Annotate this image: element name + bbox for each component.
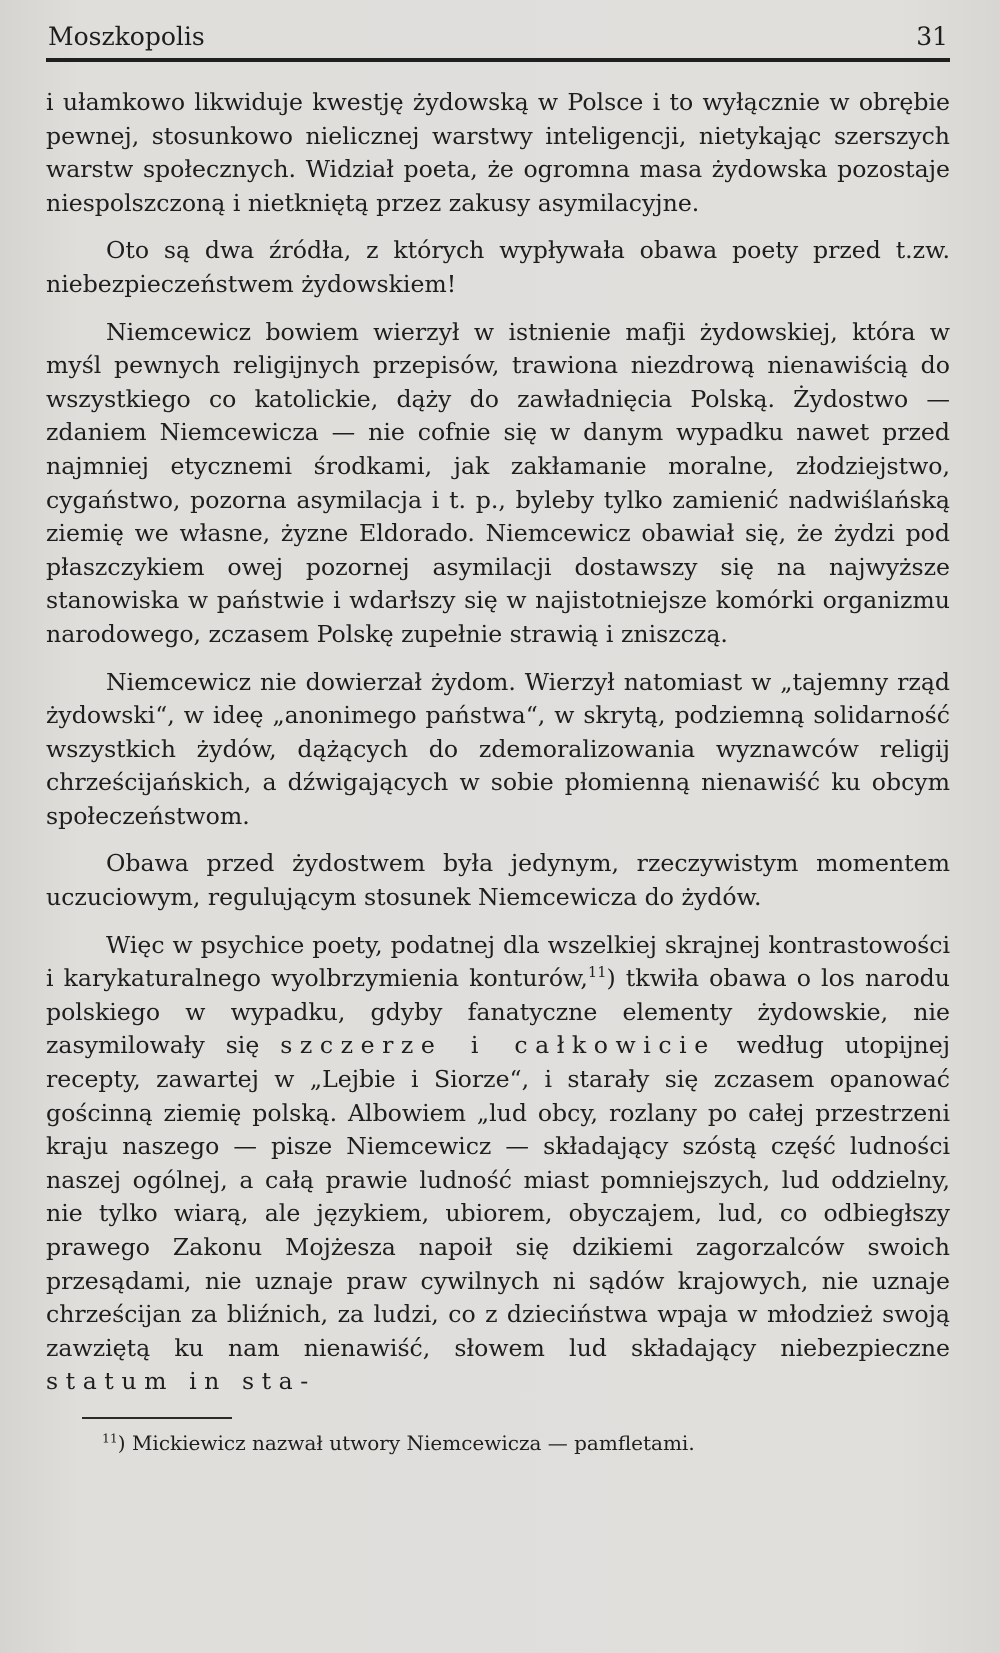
paragraph-5: Obawa przed żydostwem była jedynym, rzeczywistym momentem uczuciowym, regulującym stosunek Niemcewicza do żydów. bbox=[46, 849, 950, 912]
footnote-marker: 11 bbox=[102, 1430, 118, 1446]
paragraph-2: Oto są dwa źródła, z których wypływała obawa poety przed t.zw. niebezpieczeństwem żydowskiem! bbox=[46, 236, 950, 298]
paragraph-6-part-1: Więc w psychice poety, podatnej dla wszelkiej skrajnej kontrastowości i karykaturalnego wyolbrzymienia konturów, bbox=[46, 930, 950, 993]
paragraph-6-part-2: ) tkwiła obawa o los narodu polskiego w wypadku, gdyby fanatyczne elementy żydowskie, nie zasymilowały się bbox=[46, 964, 950, 1060]
spaced-emphasis-2: statum in sta- bbox=[46, 1367, 316, 1396]
running-head bbox=[46, 22, 950, 58]
body-text bbox=[46, 86, 950, 1399]
paragraph-4: Niemcewicz nie dowierzał żydom. Wierzył natomiast w „tajemny rząd żydowski“, w ideę „anonimego państwa“, w skrytą, podziemną solidarność wszystkich żydów, dążących do zdemoralizowania wyznawców religij chrześcijańskich, a dźwigających w sobie płomienną nienawiść ku obcym społeczeństwom. bbox=[46, 667, 950, 830]
running-title: Moszkopolis bbox=[48, 22, 205, 51]
header-rule bbox=[46, 58, 950, 62]
paragraph-6-part-3: według utopijnej recepty, zawartej w „Lejbie i Siorze“, i starały się zczasem opanować gościnną ziemię polską. Albowiem „lud obcy, rozlany po całej przestrzeni kraju naszego — pisze Niemcewicz — składający szóstą część ludności naszej ogólnej, a całą prawie ludność miast pomniejszych, lud oddzielny, nie tylko wiarą, ale językiem, ubiorem, obyczajem, lud, co odbiegłszy prawego Zakonu Mojżesza napoił się dzikiemi zagorzalców swoich przesądami, nie uznaje praw cywilnych ni sądów krajowych, nie uznaje chrześcijan za bliźnich, za ludzi, co z dzieciństwa wpaja w młodzież swoją zawziętą ku nam nienawiść, słowem lud składający niebezpieczne bbox=[46, 1031, 951, 1362]
footnote-text: ) Mickiewicz nazwał utwory Niemcewicza — pamfletami. bbox=[117, 1430, 695, 1455]
paragraph-1: i ułamkowo likwiduje kwestję żydowską w Polsce i to wyłącznie w obrębie pewnej, stosunkowo nielicznej warstwy inteligencji, nietykając szerszych warstw społecznych. Widział poeta, że ogromna masa żydowska pozostaje niespolszczoną i nietkniętą przez zakusy asymilacyjne. bbox=[46, 88, 950, 217]
footnote-rule bbox=[82, 1417, 232, 1419]
footnote bbox=[46, 1429, 950, 1457]
spaced-emphasis-1: szczerze i całkowicie bbox=[280, 1031, 716, 1060]
paragraph-6 bbox=[46, 929, 950, 1399]
footnote-reference: 11 bbox=[587, 964, 607, 982]
page-number: 31 bbox=[916, 22, 948, 51]
paragraph-3: Niemcewicz bowiem wierzył w istnienie mafji żydowskiej, która w myśl pewnych religijnych przepisów, trawiona niezdrową nienawiścią do wszystkiego co katolickie, dąży do zawładnięcia Polską. Żydostwo — zdaniem Niemcewicza — nie cofnie się w danym wypadku nawet przed najmniej etycznemi środkami, jak zakłamanie moralne, złodziejstwo, cygaństwo, pozorna asymilacja i t. p., byleby tylko zamienić nadwiślańską ziemię we własne, żyzne Eldorado. Niemcewicz obawiał się, że żydzi pod płaszczykiem owej pozornej asymilacji dostawszy się na najwyższe stanowiska w państwie i wdarłszy się w najistotniejsze komórki organizmu narodowego, zczasem Polskę zupełnie strawią i zniszczą. bbox=[46, 317, 950, 648]
